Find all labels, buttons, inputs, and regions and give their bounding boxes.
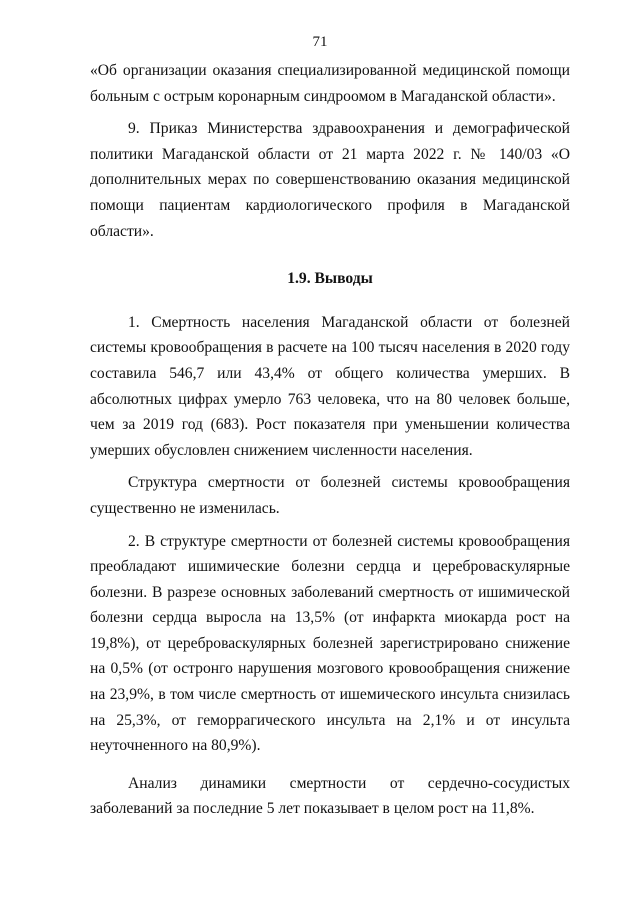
paragraph-order-title-continuation: «Об организации оказания специализированной медицинской помощи больным с острым коронарным синдроомом в Магаданской области». — [90, 62, 570, 105]
section-heading: 1.9. Выводы — [287, 270, 373, 288]
paragraph-dynamics: Анализ динамики смертности от сердечно-сосудистых заболеваний за последние 5 лет показывает в целом рост на 11,8%. — [90, 774, 570, 818]
paragraph-structure: Структура смертности от болезней системы кровообращения существенно не изменилась. — [90, 474, 570, 517]
page-number: 71 — [312, 34, 328, 50]
document-body — [90, 58, 570, 822]
paragraph-conclusion-1: 1. Смертность населения Магаданской области от болезней системы кровообращения в расчете на 100 тысяч населения в 2020 году составила 546,7 или 43,4% от общего количества умерших. В абсолютных цифрах умерло 763 человека, что на 80 человек больше, чем за 2019 год (683). Рост показателя при уменьшении количества умерших обусловлен снижением численности населения. — [90, 313, 570, 459]
paragraph-conclusion-2: 2. В структуре смертности от болезней системы кровообращения преобладают ишимические болезни сердца и цереброваскулярные болезни. В разрезе основных заболеваний смертность от ишимической болезни сердца выросла на 13,5% (от инфаркта миокарда рост на 19,8%), от цереброваскулярных болезней зарегистрировано снижение на 0,5% (от остронго нарушения мозгового кровообращения снижение на 23,9%, в том числе смертность от ишемического инсульта снизилась на 25,3%, от геморрагического инсульта на 2,1% и от инсульта неуточненного на 80,9%). — [90, 532, 570, 755]
paragraph-order-9: 9. Приказ Министерства здравоохранения и демографической политики Магаданской области от 21 марта 2022 г. № 140/03 «О дополнительных мерах по совершенствованию оказания медицинской помощи пациентам кардиологического профиля в Магаданской области». — [90, 120, 570, 240]
